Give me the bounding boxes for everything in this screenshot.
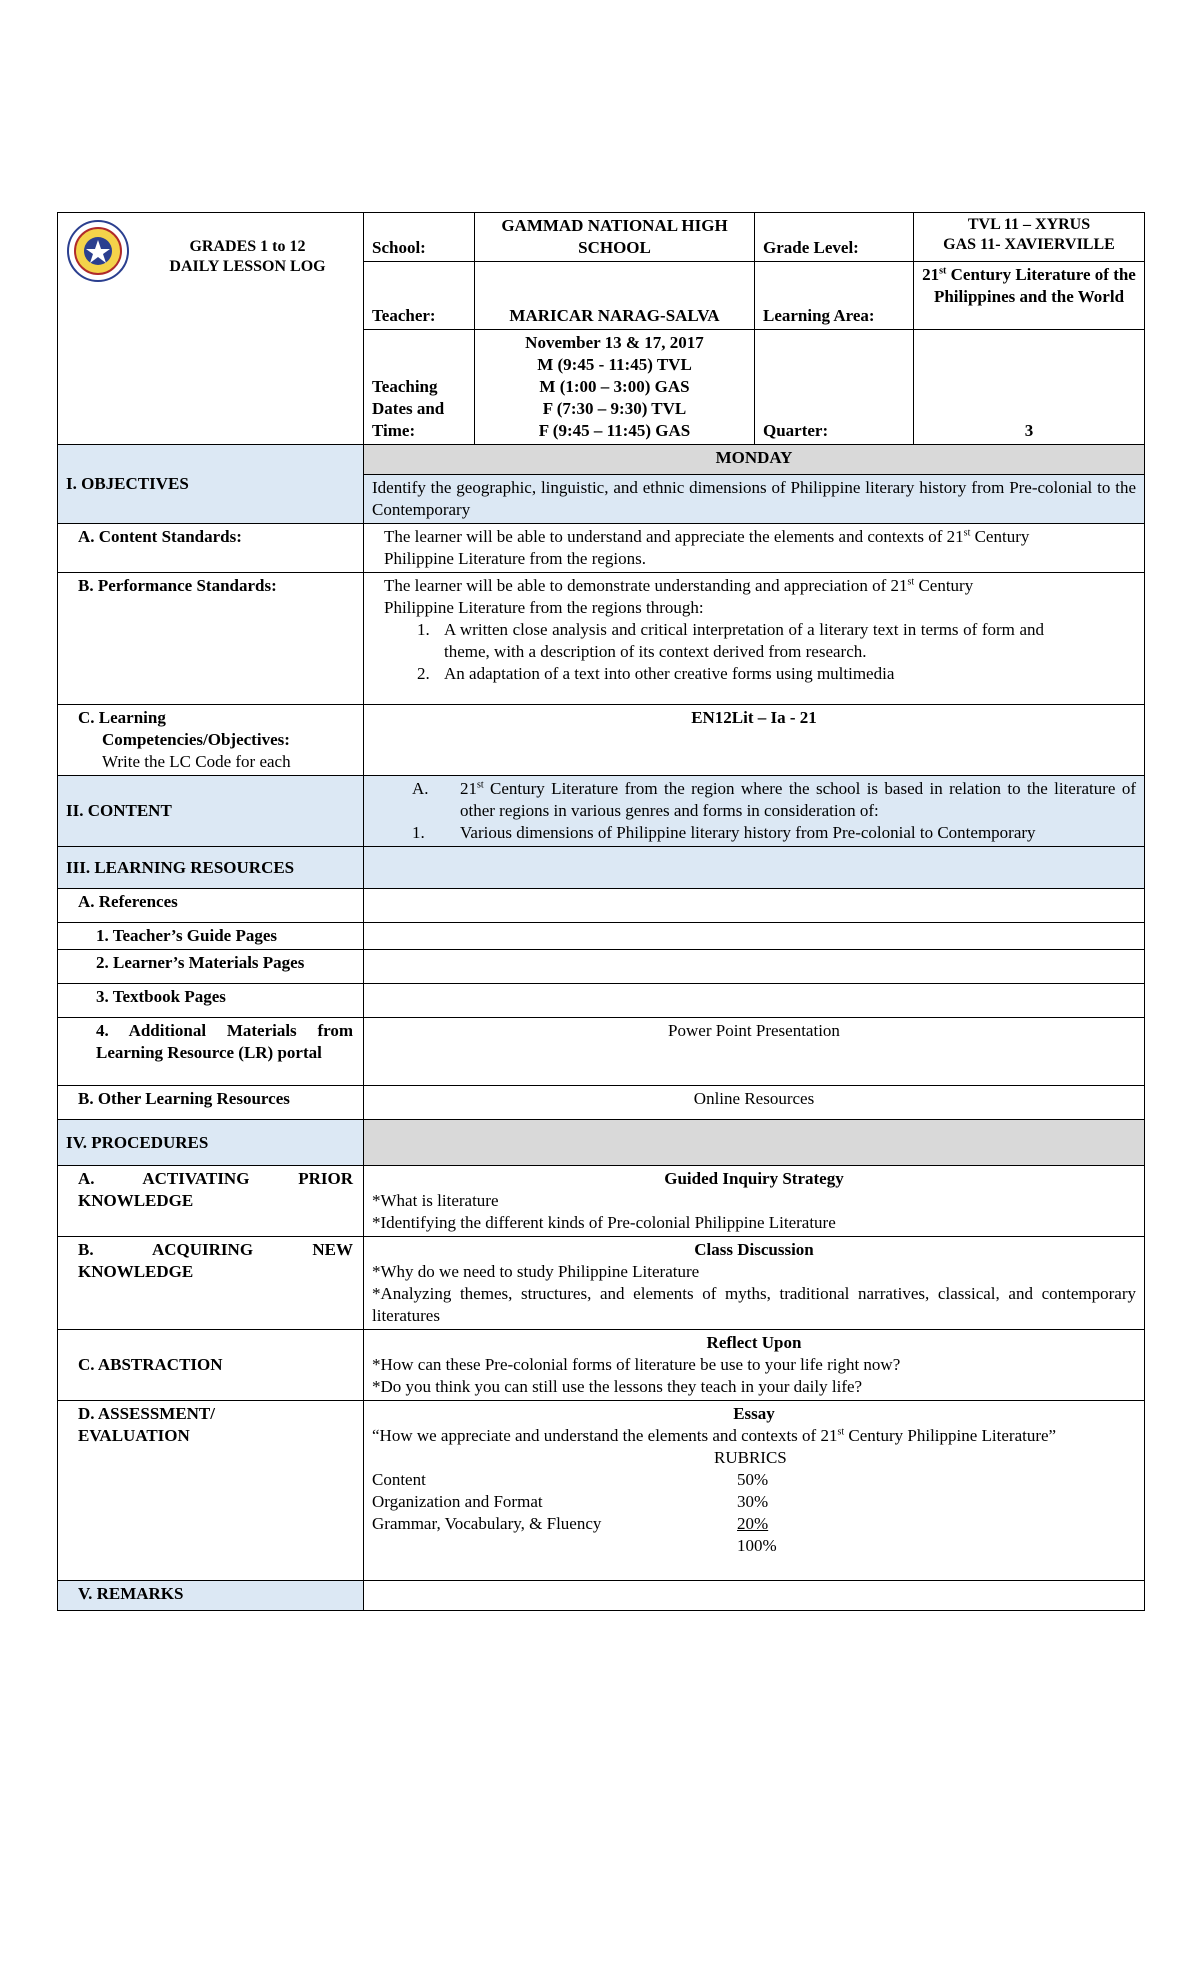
other-resources-label: B. Other Learning Resources: [58, 1086, 364, 1120]
content-text: A. 21st Century Literature from the region where the school is based in relation to the literature of other regions in various genres and forms in consideration of: 1. Various dimensions of Philippine literary history from Pre-colonial to Contemporary: [364, 776, 1145, 847]
procedures-label: IV. PROCEDURES: [58, 1120, 364, 1166]
assessment-label: D. ASSESSMENT/ EVALUATION: [58, 1401, 364, 1581]
references-empty: [364, 889, 1145, 923]
additional-materials-label: 4. Additional Materials from Learning Resource (LR) portal: [58, 1018, 364, 1086]
objectives-text: Identify the geographic, linguistic, and ethnic dimensions of Philippine literary history from Pre-colonial to the Contemporary: [364, 475, 1145, 524]
content-label: II. CONTENT: [58, 776, 364, 847]
dates-label: Teaching Dates and Time:: [364, 330, 475, 445]
resources-label: III. LEARNING RESOURCES: [58, 847, 364, 889]
references-label: A. References: [58, 889, 364, 923]
assessment-content: Essay “How we appreciate and understand the elements and contexts of 21st Century Philippine Literature” RUBRICS Content 50% Organization and Format 30% Grammar, Vocabulary, & Fluency 20% 100%: [364, 1401, 1145, 1581]
grade-level-line-2: GAS 11- XAVIERVILLE: [943, 236, 1115, 253]
activating-label: A. ACTIVATING PRIOR KNOWLEDGE: [58, 1166, 364, 1237]
resources-empty: [364, 847, 1145, 889]
remarks-empty: [364, 1581, 1145, 1611]
rubric-row: Content 50%: [372, 1470, 769, 1489]
remarks-label: V. REMARKS: [58, 1581, 364, 1611]
performance-standards-label: B. Performance Standards:: [58, 573, 364, 705]
tg-label: 1. Teacher’s Guide Pages: [58, 923, 364, 950]
competencies-label: C. Learning Competencies/Objectives: Write the LC Code for each: [58, 705, 364, 776]
grade-level-label: Grade Level:: [755, 213, 914, 262]
lc-code: EN12Lit – Ia - 21: [364, 705, 1145, 776]
teacher-value: MARICAR NARAG-SALVA: [475, 262, 755, 330]
dates-value: November 13 & 17, 2017 M (9:45 - 11:45) TVL M (1:00 – 3:00) GAS F (7:30 – 9:30) TVL F (9:45 – 11:45) GAS: [475, 330, 755, 445]
tb-label: 3. Textbook Pages: [58, 984, 364, 1018]
activating-content: Guided Inquiry Strategy *What is literature *Identifying the different kinds of Pre-colonial Philippine Literature: [364, 1166, 1145, 1237]
procedures-empty: [364, 1120, 1145, 1166]
learning-area-value: 21st Century Literature of the Philippines and the World: [914, 262, 1145, 330]
grade-level-value: [914, 213, 1145, 262]
abstraction-content: Reflect Upon *How can these Pre-colonial forms of literature be use to your life right now? *Do you think you can still use the lessons they teach in your daily life?: [364, 1330, 1145, 1401]
additional-materials-value: Power Point Presentation: [364, 1018, 1145, 1086]
acquiring-label: B. ACQUIRING NEW KNOWLEDGE: [58, 1237, 364, 1330]
title-line-2: DAILY LESSON LOG: [169, 258, 326, 275]
performance-item: 2. An adaptation of a text into other creative forms using multimedia: [434, 663, 1044, 685]
teacher-label: Teacher:: [364, 262, 475, 330]
school-label: School:: [364, 213, 475, 262]
header-title-cell: [58, 213, 364, 445]
tg-empty: [364, 923, 1145, 950]
content-standards-label: A. Content Standards:: [58, 524, 364, 573]
lm-empty: [364, 950, 1145, 984]
rubric-row: Organization and Format 30%: [372, 1492, 769, 1511]
day-label: MONDAY: [364, 445, 1145, 475]
daily-lesson-log: [57, 212, 1144, 1611]
grade-level-line-1: TVL 11 – XYRUS: [967, 216, 1091, 233]
content-standards-text: The learner will be able to understand and appreciate the elements and contexts of 21st Century Philippine Literature from the regions.: [364, 524, 1145, 573]
tb-empty: [364, 984, 1145, 1018]
objectives-label: I. OBJECTIVES: [58, 445, 364, 524]
learning-area-label: Learning Area:: [755, 262, 914, 330]
deped-seal-icon: [66, 219, 130, 283]
school-value: GAMMAD NATIONAL HIGH SCHOOL: [475, 213, 755, 262]
rubrics-title: RUBRICS: [714, 1448, 787, 1467]
other-resources-value: Online Resources: [364, 1086, 1145, 1120]
title-line-1: GRADES 1 to 12: [189, 238, 306, 255]
lm-label: 2. Learner’s Materials Pages: [58, 950, 364, 984]
abstraction-label: C. ABSTRACTION: [58, 1330, 364, 1401]
rubric-total: 100%: [737, 1536, 777, 1555]
acquiring-content: Class Discussion *Why do we need to study Philippine Literature *Analyzing themes, structures, and elements of myths, traditional narratives, classical, and contemporary literatures: [364, 1237, 1145, 1330]
rubric-row: Grammar, Vocabulary, & Fluency 20%: [372, 1514, 769, 1533]
performance-standards-text: The learner will be able to demonstrate understanding and appreciation of 21st Century Philippine Literature from the regions through: 1. A written close analysis and critical interpretation of a literary text in terms of form and theme, with a description of its context derived from research. 2. An adaptation of a text into other creative forms using multimedia: [364, 573, 1145, 705]
performance-item: 1. A written close analysis and critical interpretation of a literary text in terms of form and theme, with a description of its context derived from research.: [434, 619, 1044, 663]
quarter-label: Quarter:: [755, 330, 914, 445]
quarter-value: 3: [914, 330, 1145, 445]
lesson-log-table: [57, 212, 1145, 1611]
